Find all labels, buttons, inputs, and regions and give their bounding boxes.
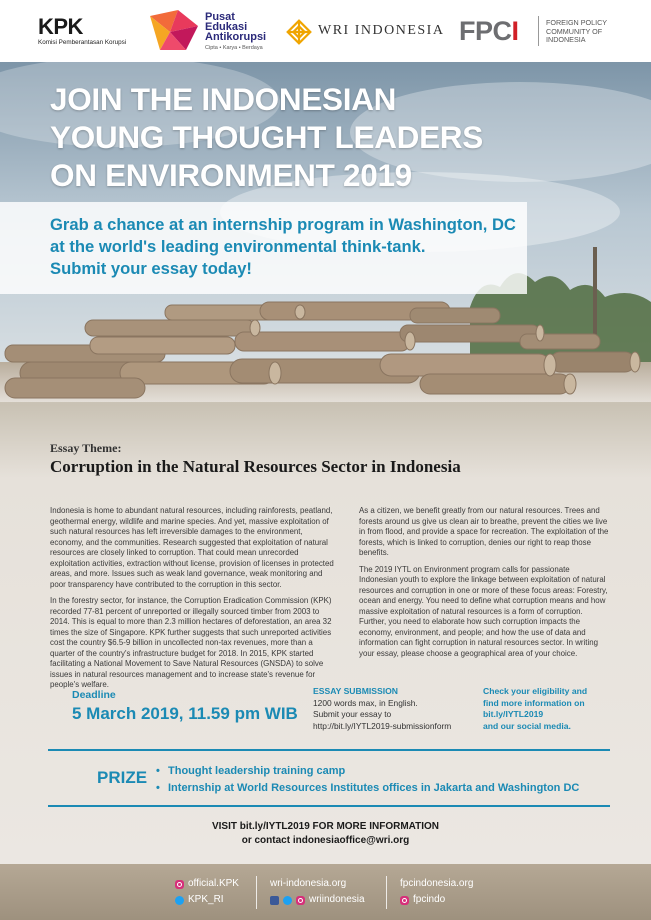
title-line-1: JOIN THE INDONESIAN [50, 81, 397, 117]
kpk-wordmark: KPK [38, 14, 83, 39]
fpci-subtitle: FOREIGN POLICY COMMUNITY OF INDONESIA [546, 18, 607, 44]
instagram-icon [296, 896, 305, 905]
page-title [50, 80, 483, 194]
pea-logo [148, 0, 278, 62]
kpk-subtitle: Komisi Pemberantasan Korupsi [38, 39, 127, 46]
hero-photo [0, 62, 651, 402]
footer-divider [256, 876, 257, 909]
prize-label: PRIZE [97, 768, 148, 787]
prize-item: • Thought leadership training camp [156, 763, 579, 780]
pea-name-line1: Pusat [205, 11, 235, 23]
bullet-icon: • [156, 782, 160, 794]
wri-emblem-icon [286, 19, 312, 45]
eligibility-line: find more information on [483, 697, 585, 708]
facebook-icon [270, 896, 279, 905]
fpci-divider [538, 16, 539, 46]
eligibility-info [483, 686, 623, 732]
fpci-logo [459, 0, 634, 62]
pea-emblem-icon [148, 10, 200, 52]
essay-column-right [359, 506, 609, 665]
essay-paragraph: In the forestry sector, for instance, the Corruption Eradication Commission (KPK) recorded 77-81 percent of unreported or illegally sourced timber from 2003 to 2014. This is equal to more than 2.3 million hectares of deforestation, an area 32 times the size of Singapore. KPK further suggests that such unreported activities cost the country $6.5-9 billion in uncollected non-tax revenues, more than a quarter of the country's infrastructure budget for 2018. In 2015, KPK started facilitating a National Movement to Save Natural Resources (GNSDA) to solve issues in natural resources management and to increase state's revenue for people's welfare. [50, 596, 332, 689]
pea-name-line3: Antikorupsi [205, 31, 267, 43]
footer-divider [386, 876, 387, 909]
tagline-line-2: at the world's leading environmental think-tank. [50, 237, 426, 256]
submission-title: ESSAY SUBMISSION [313, 686, 399, 696]
footer-kpk-instagram[interactable]: official.KPK [175, 876, 239, 892]
twitter-icon [175, 896, 184, 905]
essay-theme-title: Corruption in the Natural Resources Sector in Indonesia [50, 457, 461, 476]
essay-paragraph: The 2019 IYTL on Environment program calls for passionate Indonesian youth to explore the linkage between exploitation of natural resources and corruption in one or more of these focus areas: Forestry, ocean and energy. You need to define what corruption means and how massive exploitation of natural resources is a form of corruption. Further, you need to elaborate how such corruption impacts the economy, environment, and people; and how the use of data and information can fight corruption in natural resources sector. In writing your essay, please choose a geographical area of your choice. [359, 564, 608, 658]
essay-paragraph: Indonesia is home to abundant natural resources, including rainforests, peatland, geothermal energy, wildlife and marine species. And yet, massive exploitation of such natural resources has left irreversible damages to the environment, economy, and the communities. Research suggested that exploitation of natural resources are closely linked to corruption. That could mean unrecorded exploitation activities, extraction without license, provision of licenses in protected areas, and more. Issues such as weak land governance, weak monitoring and poor transparency have contributed to the corruption in this sector. [50, 506, 334, 589]
deadline-date: 5 March 2019, 11.59 pm WIB [72, 704, 298, 723]
twitter-icon [283, 896, 292, 905]
footer-fpci-instagram[interactable]: fpcindo [400, 892, 473, 908]
prize-divider-bottom [48, 805, 610, 807]
visit-info [0, 820, 651, 848]
tagline-line-3: Submit your essay today! [50, 259, 252, 278]
visit-line-2[interactable]: or contact indonesiaoffice@wri.org [241, 835, 410, 846]
instagram-icon [400, 896, 409, 905]
essay-paragraph: As a citizen, we benefit greatly from our natural resources. Trees and forests around us give us clean air to breathe, prevent the cities we live in from flood, and provide a space for recreation. The exploitation of the forests, which is linked to corruption, denies our right to reap those benefits. [359, 506, 609, 557]
eligibility-link[interactable]: bit.ly/IYTL2019 [483, 709, 544, 719]
deadline-label: Deadline [72, 689, 116, 701]
title-line-2: YOUNG THOUGHT LEADERS [50, 119, 483, 155]
wri-wordmark: WRI INDONESIA [318, 23, 445, 38]
footer-wri-social [270, 876, 365, 908]
essay-submission [313, 686, 473, 732]
footer-kpk-social [175, 876, 239, 908]
tagline-line-1: Grab a chance at an internship program in Washington, DC [50, 215, 516, 234]
prize-item: • Internship at World Resources Institutes offices in Jakarta and Washington DC [156, 780, 579, 797]
logo-strip [0, 0, 651, 62]
footer-wri-site[interactable]: wri-indonesia.org [270, 878, 347, 889]
kpk-logo [38, 0, 143, 62]
eligibility-line: and our social media. [483, 720, 571, 731]
fpci-wordmark: FPCI [459, 16, 519, 46]
eligibility-line: Check your eligibility and [483, 686, 588, 696]
tagline [50, 214, 520, 280]
prize-list [156, 763, 579, 797]
visit-line-1[interactable]: VISIT bit.ly/IYTL2019 FOR MORE INFORMATION [211, 821, 440, 832]
wri-logo [286, 0, 446, 62]
footer-kpk-twitter[interactable]: KPK_RI [175, 892, 239, 908]
pea-name-line2: Edukasi [205, 21, 248, 33]
footer [0, 864, 651, 920]
footer-fpci-site[interactable]: fpcindonesia.org [400, 878, 474, 889]
essay-column-left [50, 506, 338, 697]
submission-line: Submit your essay to [313, 709, 392, 719]
pea-tagline: Cipta • Karya • Berdaya [205, 45, 263, 51]
essay-theme-label: Essay Theme: [50, 441, 122, 455]
submission-link[interactable]: http://bit.ly/IYTL2019-submissionform [313, 720, 452, 731]
bullet-icon: • [156, 765, 160, 777]
footer-fpci-social [400, 876, 473, 908]
instagram-icon [175, 880, 184, 889]
submission-line: 1200 words max, in English. [313, 697, 418, 708]
title-line-3: ON ENVIRONMENT 2019 [50, 157, 412, 193]
footer-wri-social-row[interactable]: wriindonesia [270, 892, 365, 908]
prize-divider-top [48, 749, 610, 751]
